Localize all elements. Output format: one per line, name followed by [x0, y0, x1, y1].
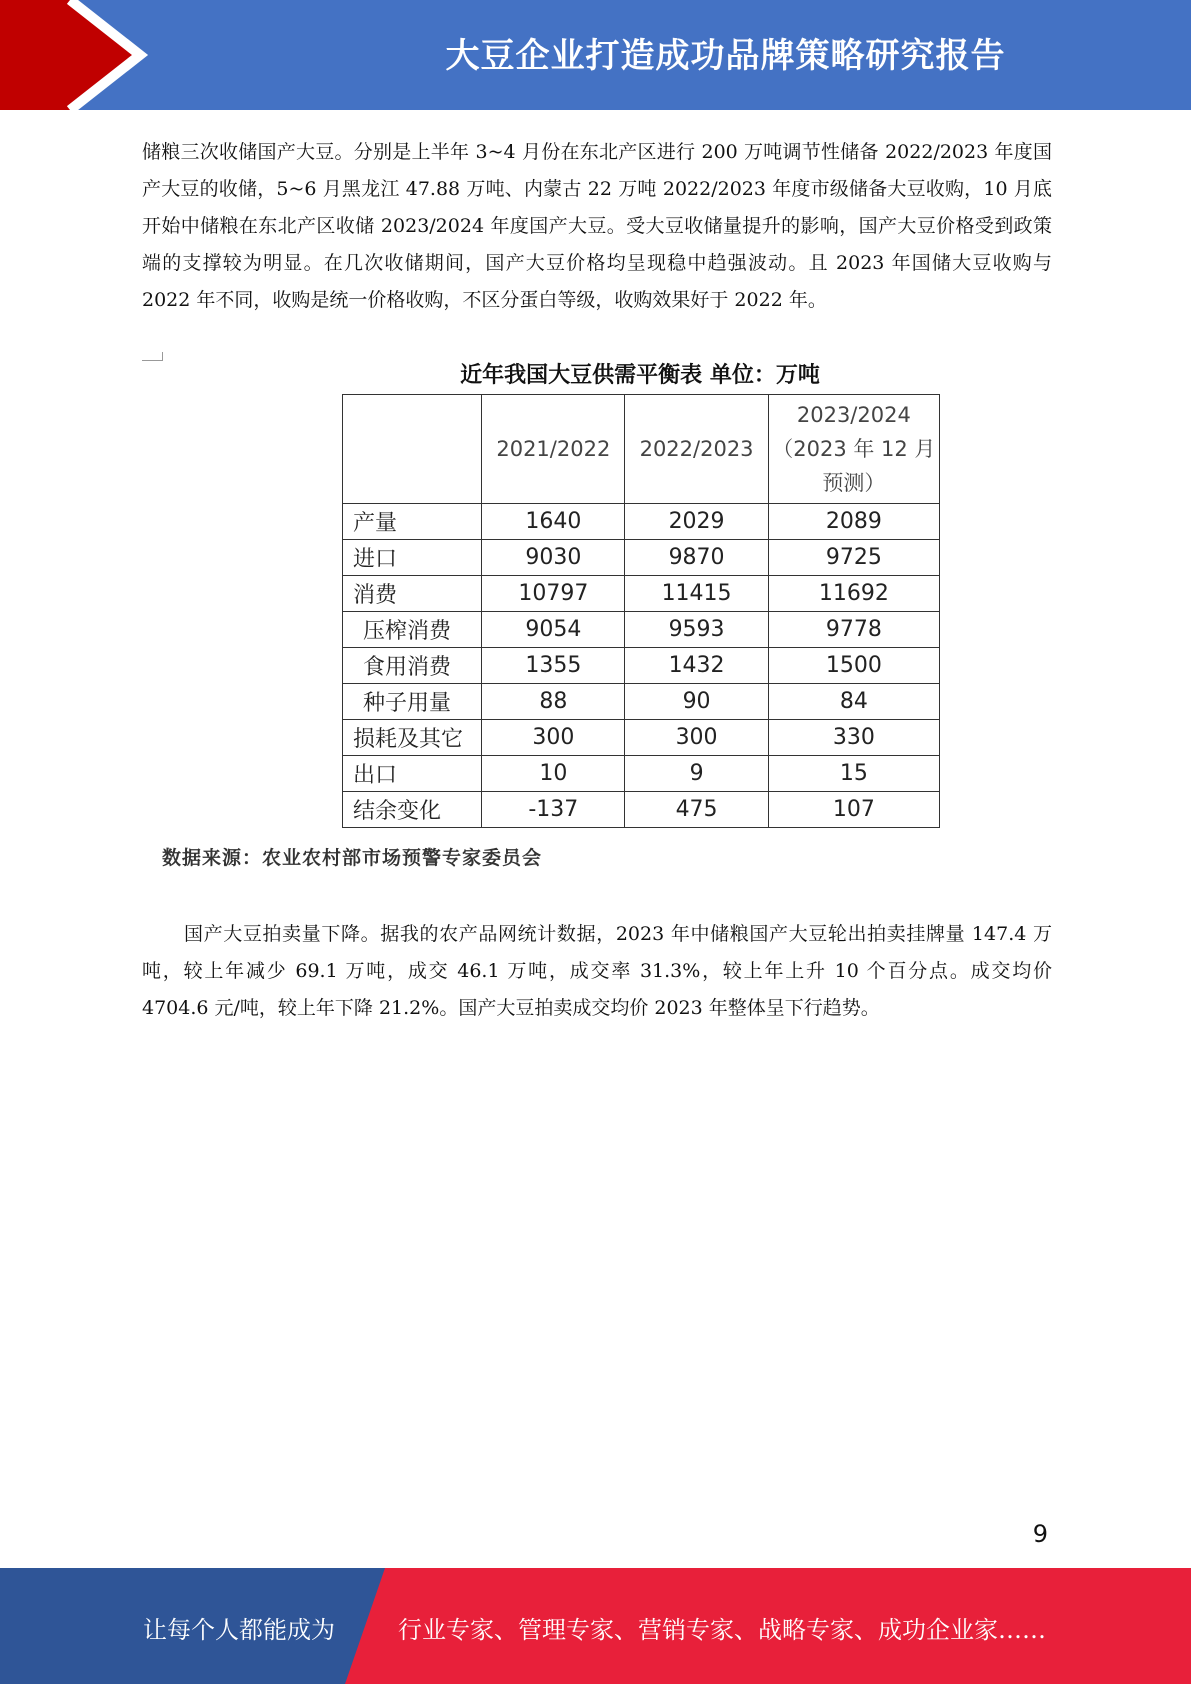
body-paragraph-2: 国产大豆拍卖量下降。据我的农产品网统计数据，2023 年中储粮国产大豆轮出拍卖挂牌量 147.4 万吨，较上年减少 69.1 万吨，成交 46.1 万吨，成交率 31.3%，较上年上升 10 个百分点。成交均价 4704.6 元/吨，较上年下降 21.2%。国产大豆拍卖成交均价 2023 年整体呈下行趋势。: [142, 923, 1052, 1019]
table-cell: 11415: [625, 576, 768, 612]
table-row: [343, 720, 940, 756]
table-cell: 2089: [768, 504, 939, 540]
row-label: 出口: [343, 756, 482, 792]
table-cell: -137: [482, 792, 625, 828]
table-row: [343, 540, 940, 576]
table-cell: 300: [625, 720, 768, 756]
text-corner-mark: [142, 352, 163, 361]
table-source-note: 数据来源：农业农村部市场预警专家委员会: [162, 847, 543, 869]
table-cell: 9593: [625, 612, 768, 648]
row-label: 压榨消费: [343, 612, 482, 648]
table-cell: 1640: [482, 504, 625, 540]
header-cell: 2023/2024（2023 年 12 月预测）: [768, 395, 939, 504]
row-label: 种子用量: [343, 684, 482, 720]
table-cell: 10797: [482, 576, 625, 612]
table-row: [343, 756, 940, 792]
table-cell: 11692: [768, 576, 939, 612]
header-cell: 2022/2023: [625, 395, 768, 504]
footer-slogan-right: 行业专家、管理专家、营销专家、战略专家、成功企业家……: [398, 1616, 1046, 1644]
table-cell: 9030: [482, 540, 625, 576]
table-cell: 1355: [482, 648, 625, 684]
table-cell: 475: [625, 792, 768, 828]
table-cell: 88: [482, 684, 625, 720]
row-label: 消费: [343, 576, 482, 612]
table-cell: 1500: [768, 648, 939, 684]
row-label: 结余变化: [343, 792, 482, 828]
table-row: [343, 648, 940, 684]
table-cell: 107: [768, 792, 939, 828]
page-header: [0, 0, 1191, 110]
row-label: 产量: [343, 504, 482, 540]
row-label: 食用消费: [343, 648, 482, 684]
header-arrow-decoration: [0, 0, 300, 110]
table-cell: 1432: [625, 648, 768, 684]
body-paragraph-1: 储粮三次收储国产大豆。分别是上半年 3~4 月份在东北产区进行 200 万吨调节性储备 2022/2023 年度国产大豆的收储，5~6 月黑龙江 47.88 万吨、内蒙古 22 万吨 2022/2023 年度市级储备大豆收购，10 月底开始中储粮在东北产区收储 2023/2024 年度国产大豆。受大豆收储量提升的影响，国产大豆价格受到政策端的支撑较为明显。在几次收储期间，国产大豆价格均呈现稳中趋强波动。且 2023 年国储大豆收购与 2022 年不同，收购是统一价格收购，不区分蛋白等级，收购效果好于 2022 年。: [142, 141, 1052, 311]
page-footer: [0, 1568, 1191, 1684]
table-cell: 84: [768, 684, 939, 720]
table-title: 近年我国大豆供需平衡表 单位：万吨: [460, 363, 820, 388]
footer-slogan-left: 让每个人都能成为: [143, 1616, 335, 1644]
table-cell: 15: [768, 756, 939, 792]
table-row: [343, 792, 940, 828]
table-cell: 90: [625, 684, 768, 720]
table-row: [343, 684, 940, 720]
table-cell: 9725: [768, 540, 939, 576]
table-row: [343, 612, 940, 648]
table-cell: 9: [625, 756, 768, 792]
table-header-row: [343, 395, 940, 504]
page-number: 9: [1032, 1520, 1048, 1548]
report-title: 大豆企业打造成功品牌策略研究报告: [445, 36, 1006, 76]
header-cell: 2021/2022: [482, 395, 625, 504]
table-cell: 330: [768, 720, 939, 756]
row-label: 进口: [343, 540, 482, 576]
table-cell: 10: [482, 756, 625, 792]
soybean-balance-table: [342, 394, 940, 828]
table-cell: 300: [482, 720, 625, 756]
table-cell: 2029: [625, 504, 768, 540]
table-cell: 9870: [625, 540, 768, 576]
table-cell: 9778: [768, 612, 939, 648]
row-label: 损耗及其它: [343, 720, 482, 756]
table-cell: 9054: [482, 612, 625, 648]
table-row: [343, 576, 940, 612]
header-cell: [343, 395, 482, 504]
table-row: [343, 504, 940, 540]
